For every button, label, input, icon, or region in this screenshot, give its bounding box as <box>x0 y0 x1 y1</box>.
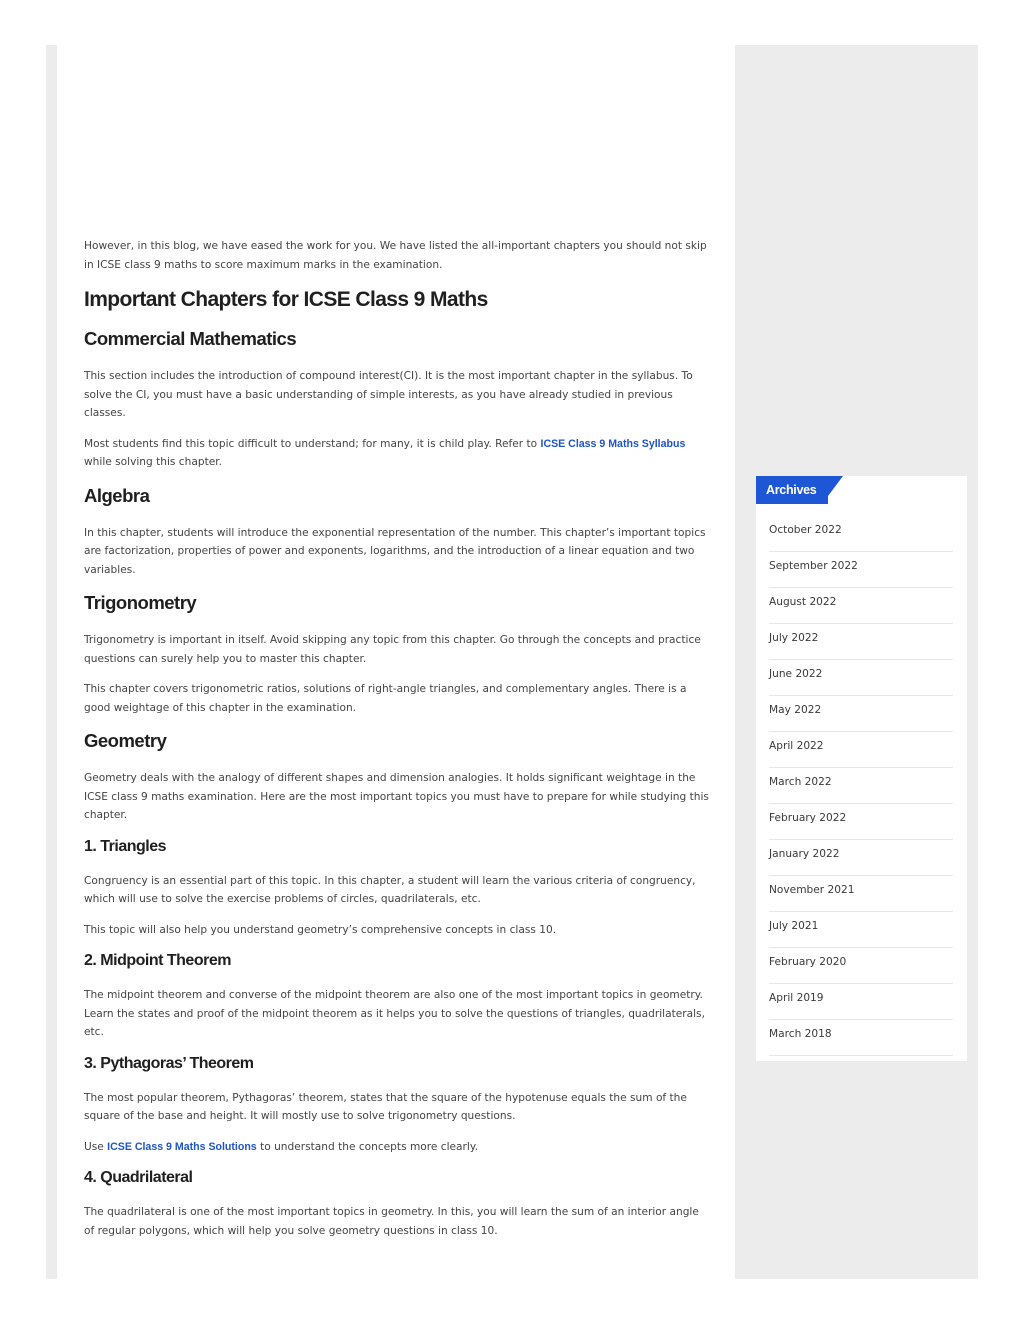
archive-link[interactable]: July 2022 <box>769 624 953 660</box>
algebra-paragraph: In this chapter, students will introduce the exponential representation of the number. This chapter’s important topics are factorization, properties of power and exponents, logarithms, and the introduction of a linear equation and two variables. <box>84 526 706 576</box>
pythagoras-text-before: Use <box>84 1140 108 1153</box>
pythagoras-paragraph-2 <box>84 1138 709 1157</box>
article-body <box>84 237 709 1252</box>
triangles-paragraph-1: Congruency is an essential part of this topic. In this chapter, a student will learn the various criteria of congruency, which will use to solve the exercise problems of circles, quadrilaterals, etc. <box>84 874 696 905</box>
archive-link[interactable]: February 2022 <box>769 804 953 840</box>
archive-link[interactable]: July 2021 <box>769 912 953 948</box>
archives-title-tab-tip <box>822 476 843 504</box>
heading-pythagoras-theorem: 3. Pythagoras’ Theorem <box>84 1054 254 1072</box>
archive-link[interactable]: February 2020 <box>769 948 953 984</box>
archive-link[interactable]: August 2022 <box>769 588 953 624</box>
heading-trigonometry: Trigonometry <box>84 592 197 613</box>
page-title: Important Chapters for ICSE Class 9 Maths <box>84 288 488 311</box>
heading-triangles: 1. Triangles <box>84 837 167 855</box>
heading-geometry: Geometry <box>84 730 167 751</box>
heading-algebra: Algebra <box>84 484 150 506</box>
archive-link[interactable]: April 2019 <box>769 984 953 1020</box>
archive-link[interactable]: April 2022 <box>769 732 953 768</box>
pythagoras-text-after: to understand the concepts more clearly. <box>256 1140 478 1153</box>
syllabus-link[interactable]: ICSE Class 9 Maths Syllabus <box>540 437 686 450</box>
archive-link[interactable]: November 2021 <box>769 876 953 912</box>
archive-link[interactable]: September 2022 <box>769 552 953 588</box>
archive-link[interactable]: October 2022 <box>769 516 953 552</box>
archive-link[interactable]: March 2022 <box>769 768 953 804</box>
archives-list <box>769 516 953 1056</box>
commercial-text-after: while solving this chapter. <box>84 456 222 468</box>
triangles-paragraph-2: This topic will also help you understand geometry’s comprehensive concepts in class 10. <box>84 923 557 936</box>
heading-quadrilateral: 4. Quadrilateral <box>84 1169 193 1186</box>
commercial-paragraph-1: This section includes the introduction of compound interest(CI). It is the most important chapter in the syllabus. To solve the CI, you must have a basic understanding of simple interests, as you have already studied in previous classes. <box>84 370 693 419</box>
commercial-text-before: Most students find this topic difficult to understand; for many, it is child play. Refer to <box>84 437 541 450</box>
pythagoras-paragraph-1: The most popular theorem, Pythagoras’ theorem, states that the square of the hypotenuse equals the sum of the square of the base and height. It will mostly use to solve trigonometry questions. <box>84 1091 687 1122</box>
archive-link[interactable]: May 2022 <box>769 696 953 732</box>
archives-title: Archives <box>756 476 828 504</box>
solutions-link[interactable]: ICSE Class 9 Maths Solutions <box>107 1140 257 1153</box>
midpoint-paragraph: The midpoint theorem and converse of the midpoint theorem are also one of the most important topics in geometry. Learn the states and proof of the midpoint theorem as it helps you to solve the questions of triangles, quadrilaterals, etc. <box>84 989 705 1038</box>
archive-link[interactable]: June 2022 <box>769 660 953 696</box>
archives-widget <box>756 476 967 1061</box>
geometry-paragraph: Geometry deals with the analogy of different shapes and dimension analogies. It holds significant weightage in the ICSE class 9 maths examination. Here are the most important topics you must have to prepare for while studying this chapter. <box>84 772 709 821</box>
archive-link[interactable]: March 2018 <box>769 1020 953 1056</box>
quadrilateral-paragraph: The quadrilateral is one of the most important topics in geometry. In this, you will learn the sum of an interior angle of regular polygons, which will help you solve geometry questions in class 10. <box>84 1206 699 1237</box>
trigonometry-paragraph-1: Trigonometry is important in itself. Avoid skipping any topic from this chapter. Go through the concepts and practice questions can surely help you to master this chapter. <box>84 634 701 665</box>
commercial-paragraph-2 <box>84 435 709 472</box>
intro-paragraph: However, in this blog, we have eased the work for you. We have listed the all-important chapters you should not skip in ICSE class 9 maths to score maximum marks in the examination. <box>84 240 707 271</box>
trigonometry-paragraph-2: This chapter covers trigonometric ratios, solutions of right-angle triangles, and complementary angles. There is a good weightage of this chapter in the examination. <box>84 683 687 714</box>
archive-link[interactable]: January 2022 <box>769 840 953 876</box>
heading-midpoint-theorem: 2. Midpoint Theorem <box>84 952 231 969</box>
heading-commercial-mathematics: Commercial Mathematics <box>84 328 297 349</box>
left-gutter <box>46 45 57 1279</box>
